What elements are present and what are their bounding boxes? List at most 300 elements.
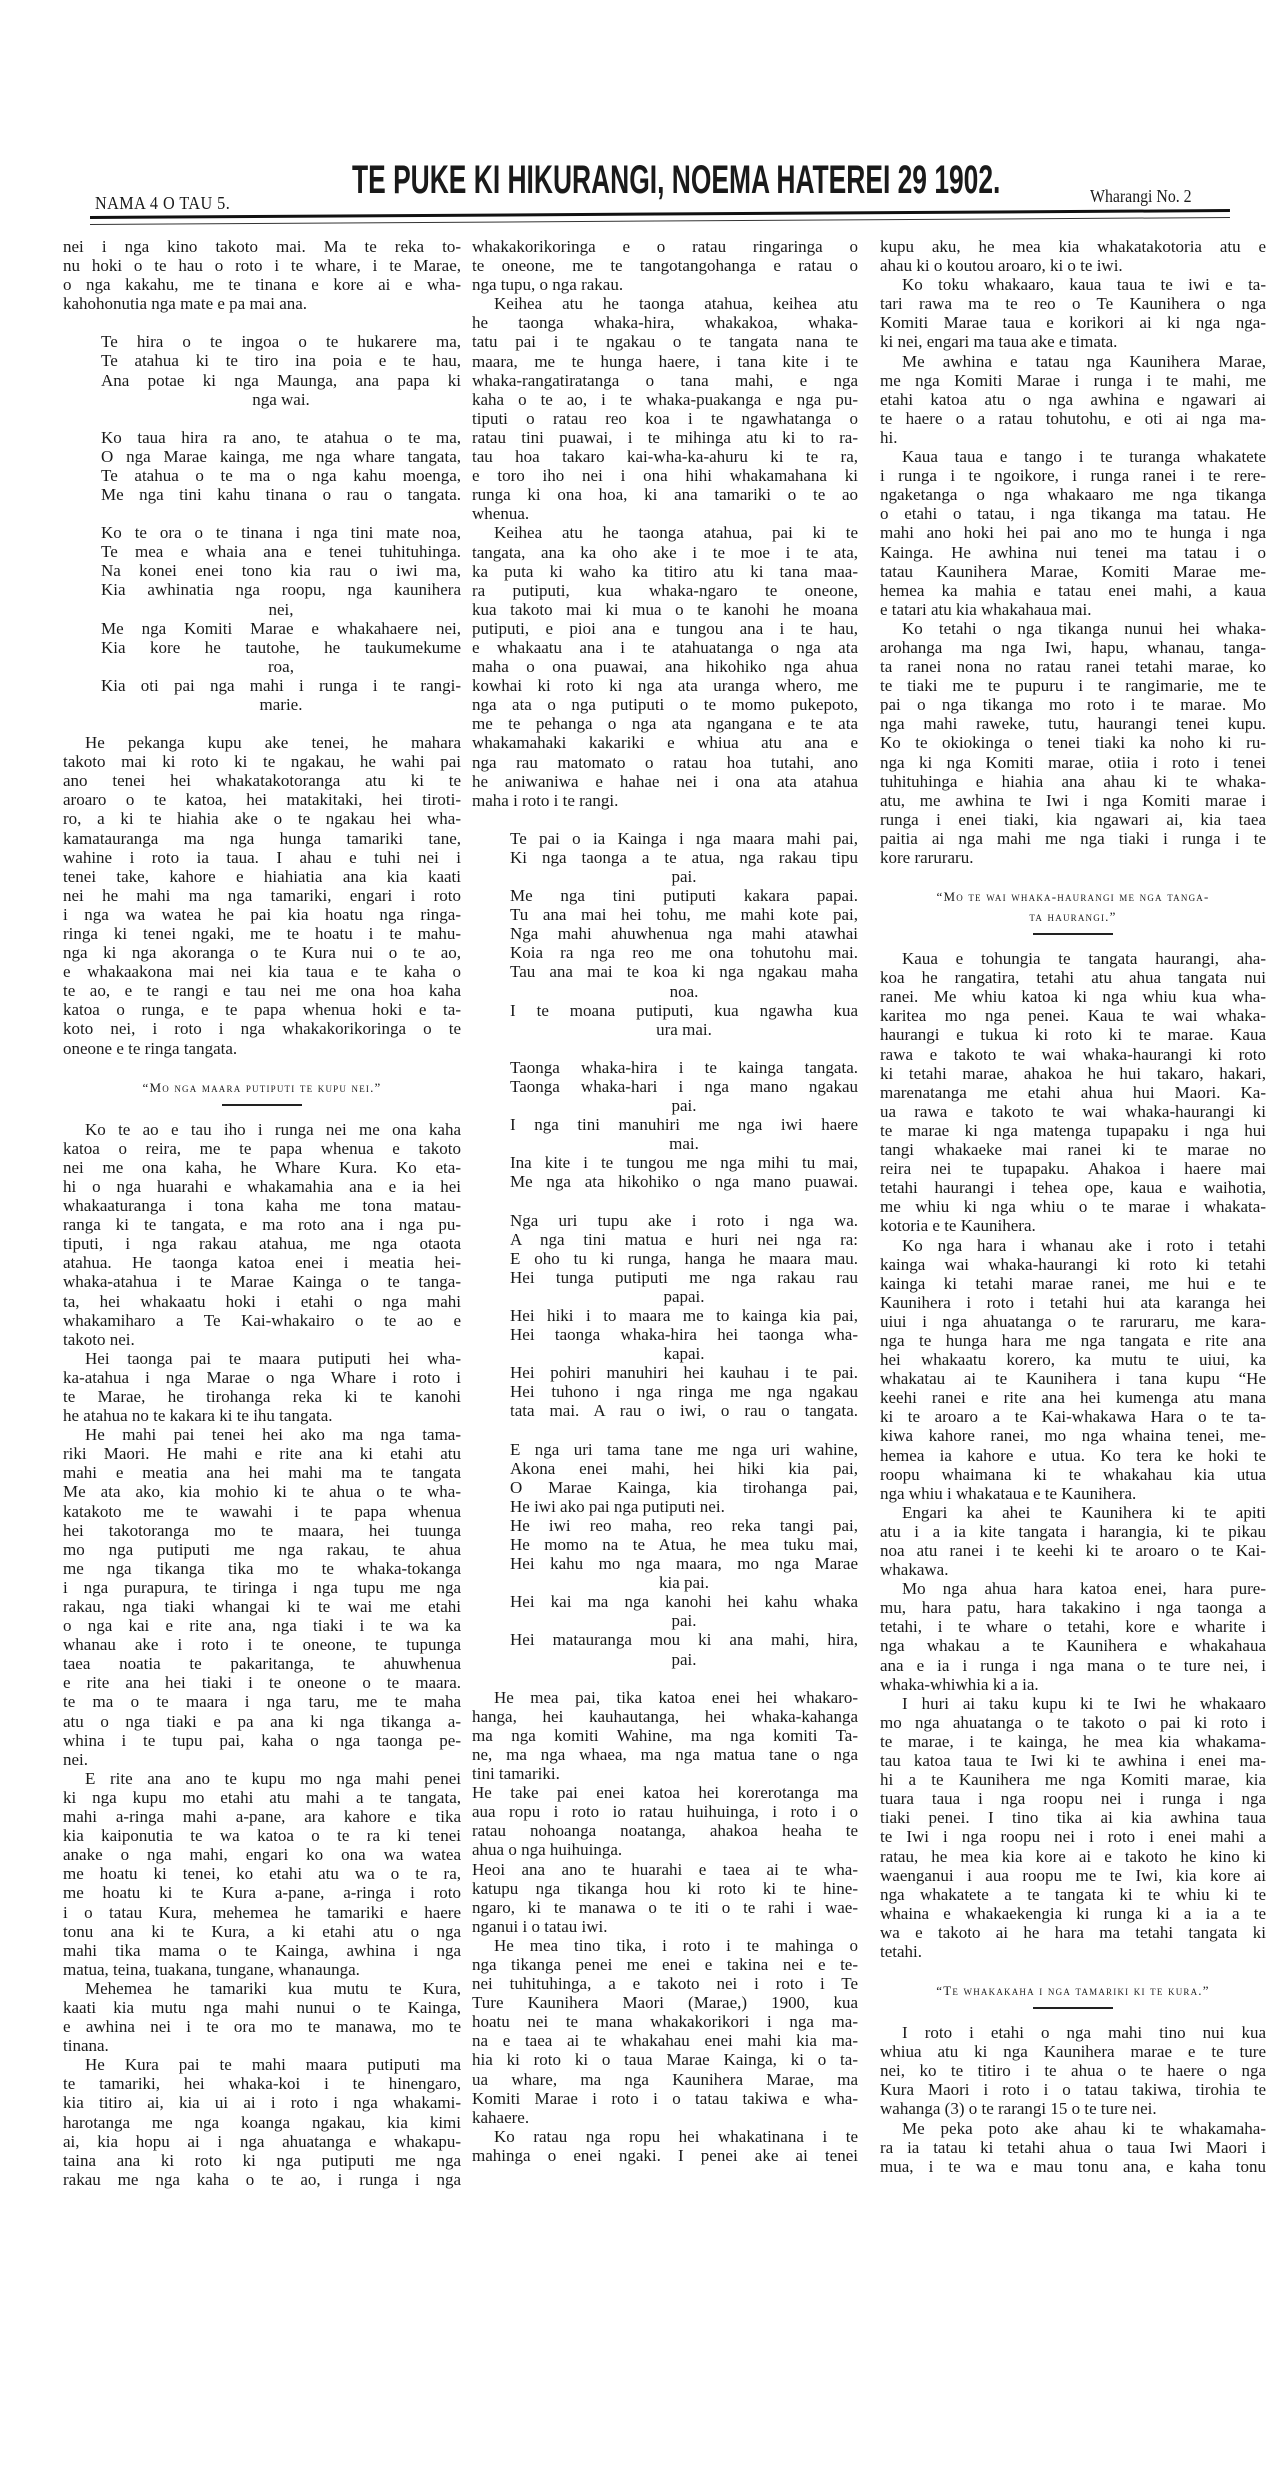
text-line: tonu ana ki te Kura, a ki etahi atu o nga <box>63 1921 461 1941</box>
text-line: Kainga. He awhina nui tenei ma tatau i o <box>880 542 1266 562</box>
text-line: He momo na te Atua, he mea tuku mai, <box>510 1535 858 1554</box>
text-line: ki nei, engari ma taua ake e timata. <box>880 332 1118 352</box>
text-line: nei i nga kino takoto mai. Ma te reka to- <box>63 237 461 256</box>
text-line: atu, me awhina te Iwi i nga Komiti marae i <box>880 790 1266 810</box>
section-heading <box>880 887 1266 927</box>
text-line: mu, hara patu, hara takakino i nga taonga a <box>880 1598 1266 1618</box>
text-line: whakaaturanga i tona kaha me tona matau- <box>63 1196 461 1216</box>
text-line: ratau nohoanga noatanga, ahakoa heaha te <box>472 1821 858 1841</box>
text-line: paitia ai nga mahi me nga tiaki i runga i te <box>880 828 1266 848</box>
text-line: hei whakaatu korero, ka mutu te uiui, ka <box>880 1350 1266 1370</box>
text-line: ki tetahi marae, ahakoa he hui takaro, hakari, <box>880 1063 1266 1083</box>
text-line: Kaunihera i roto i tetahi hui ata karanga hei <box>880 1292 1266 1312</box>
text-line: e rite ana hei tiaki i te oneone o te maara. <box>63 1673 461 1693</box>
text-line: ratau, he mea kia kore ai e takoto he kino ki <box>880 1846 1266 1866</box>
paragraph <box>880 949 1266 1235</box>
text-line: pai. <box>671 867 697 886</box>
text-line: hi a te Kaunihera me nga Komiti marae, kia <box>880 1770 1266 1790</box>
text-line: rakau, nga tiaki whangai ki te wai me etahi <box>63 1597 461 1616</box>
text-line: noa. <box>669 981 699 1001</box>
text-line: pai. <box>671 1096 697 1116</box>
text-line: Te hira o te ingoa o te hukarere ma, <box>101 332 461 352</box>
text-line: whakamiharo a Te Kai-whakairo o te ao e <box>63 1310 461 1330</box>
text-line: mua, i te wa e mau tonu ana, e kaha tonu <box>880 2156 1266 2176</box>
text-line: kiwa kahore ranei, mo nga whaina tenei, me- <box>880 1426 1266 1446</box>
text-line: nga tikanga penei me enei e takina nei e te- <box>472 1954 858 1974</box>
text-line: na e taea ai te whakahau enei mahi kia ma- <box>472 2031 858 2051</box>
text-line: o etahi o tatau, i nga tikanga ma tatau. He <box>880 504 1266 524</box>
text-line: te marae ki nga matenga tupapaku i nga hui <box>880 1120 1266 1140</box>
text-line: Na konei enei tono kia rau o iwi ma, <box>101 561 461 581</box>
text-line: He take pai enei katoa hei korerotanga ma <box>472 1783 858 1803</box>
text-line: nga whakau a te Kaunihera e whakahaua <box>880 1636 1266 1656</box>
text-line: mahinga o enei ngaki. I penei ake ai tenei <box>472 2145 858 2165</box>
paragraph <box>472 2127 858 2165</box>
text-line: mahi e meatia ana hei mahi ma te tangata <box>63 1463 461 1483</box>
text-line: Te pai o ia Kainga i nga maara mahi pai, <box>510 828 858 848</box>
text-line: E nga uri tama tane me nga uri wahine, <box>510 1439 858 1459</box>
text-line: ki nga kupu mo etahi atu mahi a te tangata, <box>63 1787 461 1807</box>
text-line: riki Maori. He mahi e rite ana ki etahi atu <box>63 1444 461 1464</box>
text-line: kowhai ki roto ki nga ata uranga whero, me <box>472 676 858 696</box>
text-line: hoatu nei te mana whakakorikori i nga ma- <box>472 2012 858 2032</box>
text-line: Hei taonga pai te maara putiputi hei wha- <box>85 1348 461 1368</box>
text-line: Me nga tini putiputi kakara papai. <box>510 886 858 906</box>
text-line: he atahua no te kakara ki te ihu tangata. <box>63 1406 333 1426</box>
text-line: Me peka poto ake ahau ki te whakamaha- <box>902 2118 1266 2138</box>
text-line: Ko ratau nga ropu hei whakatinana i te <box>494 2126 858 2146</box>
text-line: kotoria e te Kaunihera. <box>880 1216 1036 1236</box>
paragraph <box>63 1769 461 1979</box>
heading-divider <box>222 1104 302 1106</box>
text-line: kia kaiponutia te wa katoa o te ra ki tenei <box>63 1826 461 1846</box>
text-line: kia titiro ai, kia ui ai i roto i nga whakami- <box>63 2093 461 2113</box>
poem-stanza <box>472 1440 858 1669</box>
paragraph <box>880 2119 1266 2176</box>
text-line: maha i roto i te rangi. <box>472 790 619 810</box>
paragraph <box>63 1349 461 1425</box>
text-line: Me nga ata hikohiko o nga mano puawai. <box>510 1172 858 1192</box>
text-line: atu i a ia kite tangata i harangia, ki te pikau <box>880 1521 1266 1541</box>
text-line: Hei taonga whaka-hira hei taonga wha- <box>510 1325 858 1345</box>
text-line: Te atahua o te ma o nga kahu moenga, <box>101 465 461 485</box>
text-line: ra putiputi, kua whaka-ngaro te oneone, <box>472 580 858 600</box>
paragraph <box>472 237 858 294</box>
text-line: mo nga putiputi me nga rakau, te ahua <box>63 1539 461 1559</box>
poem-stanza <box>472 1058 858 1192</box>
text-line: ranei. Me whiu katoa ki nga whiu kua wha- <box>880 987 1266 1007</box>
text-line: e whakaakona mai nei kia taua e te kaha o <box>63 962 461 982</box>
text-line: ra ia tatau ki tetahi ahua o taua Iwi Maori i <box>880 2137 1266 2157</box>
text-line: kaha o te ao, i te whaka-puakanga e nga pu- <box>472 389 858 409</box>
text-line: katoa o runga, e te papa whenua hoki e ta- <box>63 1000 461 1020</box>
text-line: I nga tini manuhiri me nga iwi haere <box>510 1115 858 1135</box>
text-line: Kia awhinatia nga roopu, nga kaunihera <box>101 580 461 600</box>
text-line: nganui i o tatau iwi. <box>472 1916 608 1936</box>
text-line: Ko te ora o te tinana i nga tini mate noa, <box>101 523 461 543</box>
text-line: E oho tu ki runga, hanga he maara mau. <box>510 1248 858 1268</box>
text-line: nga ata o nga putiputi o te momo pukepoto, <box>472 695 858 715</box>
text-line: whakakorikoringa e o ratau ringaringa o <box>472 237 858 256</box>
text-line: roopu whaimana ki te whakahau kia utua <box>880 1464 1266 1484</box>
text-line: hia ki roto ki o taua Marae Kainga, ki o ta- <box>472 2050 858 2070</box>
text-line: ro, a ki te hiahia ake o te ngakau hei wha- <box>63 809 461 829</box>
text-line: runga i enei tiaki, kia ngawari ai, kia taea <box>880 809 1266 829</box>
text-line: whaka-atahua i te Marae Kainga o te tanga- <box>63 1272 461 1292</box>
text-line: Te atahua ki te tiro ina poia e te hau, <box>101 351 461 371</box>
text-line: Kia oti pai nga mahi i runga i te rangi- <box>101 675 461 695</box>
text-line: hei takotoranga mo te maara, hei tuunga <box>63 1520 461 1540</box>
text-line: tatau Kaunihera Marae, Komiti Marae me- <box>880 561 1266 581</box>
text-line: te tiaki me te pupuru i te rangimarie, me te <box>880 676 1266 696</box>
text-line: e toro iho nei i ona hihi whakamahana ki <box>472 466 858 486</box>
text-line: whiua atu ki nga Kaunihera marae e te ture <box>880 2042 1266 2062</box>
poem-stanza <box>472 1211 858 1421</box>
text-line: mahi ano hoki hei pai ano mo te hunga i nga <box>880 523 1266 543</box>
text-line: harotanga me nga koanga ngakau, kia kimi <box>63 2112 461 2132</box>
text-line: kainga wai whaka-haurangi ki roto ki tetahi <box>880 1254 1266 1274</box>
text-line: tinana. <box>63 2036 109 2056</box>
text-line: He mea pai, tika katoa enei hei whakaro- <box>494 1687 858 1707</box>
text-line: hanga, hei kauhautanga, hei whaka-kahanga <box>472 1706 858 1726</box>
text-line: katoa o reira, me te papa whenua e takoto <box>63 1138 461 1158</box>
text-line: Hei matauranga mou ki ana mahi, hira, <box>510 1630 858 1650</box>
column-1 <box>63 237 461 2189</box>
text-line: whanau ake i roto i te oneone, te tupunga <box>63 1635 461 1655</box>
text-line: Ko taua hira ra ano, te atahua o te ma, <box>101 427 461 447</box>
text-line: taina ana ki roto ki nga putiputi me nga <box>63 2150 461 2170</box>
text-line: Me awhina e tatau nga Kaunihera Marae, <box>902 351 1266 371</box>
text-line: ua rawa e takoto te wai whaka-haurangi ki <box>880 1101 1266 1121</box>
text-line: Heoi ana ano te huarahi e taea ai te wha- <box>472 1859 858 1879</box>
paragraph <box>880 447 1266 619</box>
text-line: Ana potae ki nga Maunga, ana papa ki <box>101 370 461 390</box>
text-line: o nga kai e rite ana, nga tiaki i te wa ka <box>63 1616 461 1636</box>
poem-stanza <box>63 428 461 504</box>
text-line: whina i te tupu pai, kaha o nga taonga pe- <box>63 1730 461 1750</box>
text-line: Me nga Komiti Marae e whakahaere nei, <box>101 618 461 638</box>
text-line: nei tuhituhinga, a e takoto nei i roto i Te <box>472 1974 858 1994</box>
text-line: te ao, e te rangi e tau nei me ona hoa kaha <box>63 981 461 1001</box>
text-line: he aniwaniwa e hahae nei i ona ata atahua <box>472 771 858 791</box>
text-line: He iwi reo maha, reo reka tangi pai, <box>510 1515 858 1535</box>
text-line: atu o nga tiaki e pa ana ki nga tikanga a- <box>63 1711 461 1731</box>
text-line: nga whakatete a te tangata ki te whiu ki te <box>880 1884 1266 1904</box>
text-line: whenua. <box>472 504 530 524</box>
text-line: nei, <box>268 599 294 619</box>
paragraph <box>880 275 1266 351</box>
text-line: te tamariki, hei whaka-koi i te hinengaro, <box>63 2074 461 2094</box>
text-line: ana e ia i runga i nga mana o te ture nei, i <box>880 1655 1266 1675</box>
text-line: i nga wa watea he pai kia hoatu nga ringa- <box>63 904 461 924</box>
text-line: Tu ana mai hei tohu, me mahi kote pai, <box>510 905 858 925</box>
text-line: tangi whakaeke mai ranei ki te marae no <box>880 1140 1266 1160</box>
text-line: Nga mahi ahuwhenua nga mahi atawhai <box>510 924 858 944</box>
poem-stanza <box>472 829 858 1039</box>
text-line: etahi katoa atu o nga awhina e ngawari ai <box>880 389 1266 409</box>
poem-stanza <box>63 332 461 408</box>
text-line: i o tatau Kura, mehemea he tamariki e haere <box>63 1902 461 1922</box>
text-line: rawa e takoto te wai whaka-haurangi ki roto <box>880 1044 1266 1064</box>
text-line: me hoatu ki tenei, ko etahi atu wa o te ra, <box>63 1864 461 1884</box>
text-line: nu hoki o te hau o roto i te whare, i te Marae, <box>63 256 461 276</box>
text-line: ki te aroaro a te Kai-whakawa Hara o te ta- <box>880 1407 1266 1427</box>
text-line: nga rau matomato o ratau hoa tutahi, ano <box>472 752 858 772</box>
text-line: nga ki nga akoranga o te Kura nui o te ao, <box>63 943 461 963</box>
text-line: tini tamariki. <box>472 1764 560 1784</box>
text-line: takoto nei. <box>63 1329 135 1349</box>
text-line: e tatari atu kia whakahaua mai. <box>880 599 1092 619</box>
text-line: Kura Maori i roto i o tatau takiwa, tirohia te <box>880 2080 1266 2100</box>
text-line: I roto i etahi o nga mahi tino nui kua <box>902 2023 1266 2043</box>
text-line: tatu pai i te ngakau o te tangata nana te <box>472 332 858 352</box>
text-line: waenganui i aua roopu me te Iwi, kia kore ai <box>880 1865 1266 1885</box>
text-line: Kaua taua e tango i te turanga whakatete <box>902 447 1266 467</box>
text-line: hi. <box>880 427 898 447</box>
text-line: i nga purapura, te tiringa i nga tupu me nga <box>63 1577 461 1597</box>
text-line: Ko nga hara i whanau ake i roto i tetahi <box>902 1235 1266 1255</box>
text-line: tuhituhinga e hiahia ana ahau ki te whaka- <box>880 771 1266 791</box>
text-line: Taonga whaka-hari i nga mano ngakau <box>510 1076 858 1096</box>
masthead-rule-thin <box>90 217 1230 225</box>
text-line: koto nei, i roto i nga whakakorikoringa o te <box>63 1019 461 1039</box>
text-line: He mahi pai tenei hei ako ma nga tama- <box>85 1425 461 1445</box>
text-line: Hei tunga putiputi me nga rakau rau <box>510 1267 858 1287</box>
text-line: ratau tini puawai, i te mihinga atu ki to ra- <box>472 427 858 447</box>
text-line: whaka-rangatiratanga o tana mahi, e nga <box>472 370 858 390</box>
text-line: tetahi, i te whare o tetahi, kore e wharite i <box>880 1617 1266 1637</box>
text-line: ahau ki o koutou aroaro, ki o te iwi. <box>880 256 1123 276</box>
text-line: te oneone, me te tangotangohanga e ratau o <box>472 256 858 276</box>
text-line: ma nga komiti Wahine, ma nga komiti Ta- <box>472 1725 858 1745</box>
text-line: nga ki nga Komiti marae, otiia i roto i tenei <box>880 752 1266 772</box>
paragraph <box>880 1503 1266 1579</box>
text-line: tuara taua i nga roopu nei i runga i nga <box>880 1789 1266 1809</box>
paragraph <box>880 1236 1266 1503</box>
paragraph <box>880 2023 1266 2118</box>
text-line: Koia ra nga reo me ona tohutohu mai. <box>510 943 858 963</box>
text-line: anake o nga mahi, engari ko ona wa watea <box>63 1845 461 1865</box>
text-line: Keihea atu he taonga atahua, pai ki te <box>494 523 858 543</box>
paragraph <box>880 352 1266 447</box>
text-line: maha o ona puawai, ana hikohiko nga ahua <box>472 657 858 677</box>
text-line: whakawa. <box>880 1560 949 1580</box>
text-line: ta, hei whakaatu hoki i etahi o nga mahi <box>63 1291 461 1311</box>
text-line: tetahi. <box>880 1941 923 1961</box>
text-line: Nga uri tupu ake i roto i nga wa. <box>510 1210 858 1230</box>
newspaper-title: TE PUKE KI HIKURANGI, NOEMA HATEREI 29 1902. <box>352 158 1001 202</box>
text-line: I te moana putiputi, kua ngawha kua <box>510 1000 858 1020</box>
text-line: Hei tuhono i nga ringa me nga ngakau <box>510 1382 858 1402</box>
text-line: Komiti Marae taua e korikori ai ki nga nga- <box>880 313 1266 333</box>
text-line: I huri ai taku kupu ki te Iwi he whakaaro <box>902 1693 1266 1713</box>
text-line: te marae, i te kainga, he mea kia whakama- <box>880 1731 1266 1751</box>
text-line: arohanga ma nga Iwi, hapu, whanau, tanga- <box>880 637 1266 657</box>
text-line: o nga kakahu, me te tinana e kore ai e wha- <box>63 275 461 295</box>
text-line: e awhina nei i te ora mo te manawa, mo te <box>63 2017 461 2037</box>
text-line: runga ki ona hoa, ki ana tamariki o te ao <box>472 485 858 505</box>
text-line: hemea ka mahia e tatau enei mahi, a kaua <box>880 580 1266 600</box>
heading-divider <box>1033 2007 1113 2009</box>
text-line: tiputi, i nga rakau atahua, me nga otaota <box>63 1234 461 1254</box>
text-line: takoto mai ki roto ki te ngakau, he wahi pai <box>63 752 461 772</box>
text-line: me te pehanga o nga ata ngangana e te ata <box>472 714 858 734</box>
text-line: Ture Kaunihera Maori (Marae,) 1900, kua <box>472 1993 858 2013</box>
text-line: ngaketanga o nga whakaaro me nga tikanga <box>880 485 1266 505</box>
text-line: e whakaatu ana i te atahuatanga o nga ata <box>472 637 858 657</box>
text-line: Ko te okiokinga o tenei tiaki ka noho ki ru- <box>880 733 1266 753</box>
text-line: kupu aku, he mea kia whakatakotoria atu e <box>880 237 1266 256</box>
text-line: Ina kite i te tungou me nga mihi tu mai, <box>510 1153 858 1173</box>
text-line: Akona enei mahi, hei hiki kia pai, <box>510 1458 858 1478</box>
text-line: papai. <box>663 1286 705 1306</box>
text-line: hi o nga huarahi e whakamahia ana e ia hei <box>63 1176 461 1196</box>
text-line: Engari ka ahei te Kaunihera ki te apiti <box>902 1502 1266 1522</box>
text-line: i runga i te ngoikore, i runga ranei i te rere- <box>880 466 1266 486</box>
text-line: kua takoto mai ki mua o te kanohi he moana <box>472 599 858 619</box>
paragraph <box>63 1120 461 1349</box>
text-line: He iwi ako pai nga putiputi nei. <box>510 1496 725 1516</box>
text-line: Komiti Marae i roto i o tatau takiwa e wha- <box>472 2088 858 2108</box>
text-line: noa atu ranei i te keehi ki te aroaro o te Kai- <box>880 1541 1266 1560</box>
text-line: E rite ana ano te kupu mo nga mahi penei <box>85 1768 461 1788</box>
text-line: Mehemea he tamariki kua mutu te Kura, <box>85 1978 461 1998</box>
text-line: Me ata ako, kia mohio ki te ahua o te wha- <box>63 1482 461 1502</box>
text-line: haurangi e tukua ki roto ki te marae. Kaua <box>880 1025 1266 1045</box>
paragraph <box>472 523 858 809</box>
text-line: ai, kia hopu ai i nga ahuatanga e whakapu- <box>63 2131 461 2151</box>
text-line: mai. <box>669 1134 699 1154</box>
text-line: kahohonutia nga mate e pa mai ana. <box>63 294 308 314</box>
text-line: ta ranei nona no ratau ranei tetahi marae, ko <box>880 657 1266 677</box>
text-line: wahine i roto ia taua. I ahau e tuhi nei i <box>63 847 461 867</box>
text-line: nga whiu i whakataua e te Kaunihera. <box>880 1483 1137 1503</box>
text-line: aroaro o te katoa, hei matakitaki, hei tiroti- <box>63 790 461 810</box>
text-line: Kaua e tohungia te tangata haurangi, aha- <box>902 949 1266 969</box>
text-line: Hei pohiri manuhiri hei kauhau i te pai. <box>510 1363 858 1383</box>
text-line: ranga ki te tangata, e ma roto ana i nga pu- <box>63 1215 461 1235</box>
issue-number: NAMA 4 O TAU 5. <box>95 193 231 213</box>
text-line: Ko toku whakaaro, kaua taua te iwi e ta- <box>902 275 1266 295</box>
text-line: aua ropu i roto io ratau huihuinga, i roto i o <box>472 1802 858 1822</box>
text-line: katupu nga tikanga hou ki roto ki te hine- <box>472 1878 858 1898</box>
text-line: Hei kahu mo nga maara, mo nga Marae <box>510 1554 858 1574</box>
text-line: nei he mahi ma nga tamariki, engari i roto <box>63 885 461 905</box>
text-line: uiui i nga ahuatanga o te raruraru, me kara- <box>880 1311 1266 1331</box>
text-line: ringa ki tenei ngaki, me te hoatu i te mahu- <box>63 924 461 943</box>
text-line: taea noatia te pakaritanga, te ahuwhenua <box>63 1654 461 1674</box>
paragraph <box>472 1860 858 1936</box>
text-line: nga te hunga hara me nga tangata e rite ana <box>880 1330 1266 1350</box>
text-line: kahaere. <box>472 2107 530 2127</box>
text-line: ura mai. <box>656 1019 712 1039</box>
text-line: He pekanga kupu ake tenei, he mahara <box>85 733 461 753</box>
text-line: marenatanga me etahi ahua hui Maori. Ka- <box>880 1082 1266 1102</box>
text-line: hemea ia kahore e utua. Ko tera ke hoki te <box>880 1445 1266 1465</box>
text-line: mahi tika mama o te Kainga, awhina i nga <box>63 1940 461 1960</box>
text-line: nga wai. <box>252 389 310 409</box>
text-line: Hei hiki i to maara me to kainga kia pai, <box>510 1305 858 1325</box>
paragraph <box>472 1688 858 1783</box>
text-line: me nga tikanga tika mo te whaka-tokanga <box>63 1558 461 1578</box>
text-line: ano tenei hei whakatakotoranga atu ki te <box>63 771 461 791</box>
text-line: putiputi, e pioi ana e tungou ana i te hau, <box>472 618 858 638</box>
text-line: pai o nga tikanga mo roto i te marae. Mo <box>880 695 1266 715</box>
text-line: Ko tetahi o nga tikanga nunui hei whaka- <box>902 618 1266 638</box>
masthead <box>0 150 1280 240</box>
text-line: me nga Komiti Marae i runga i te mahi, me <box>880 370 1266 390</box>
text-line: pai. <box>671 1611 697 1631</box>
text-line: whakamahaki kakariki e whiua atu ana e <box>472 733 858 753</box>
text-line: ka-atahua i nga Marae o nga Whare i roto i <box>63 1367 461 1387</box>
text-line: kore raruraru. <box>880 848 974 867</box>
text-line: nei me ona kaha, he Whare Kura. Ko eta- <box>63 1157 461 1177</box>
paragraph <box>880 237 1266 275</box>
text-line: ua whare, ma nga Kaunihera Marae, ma <box>472 2069 858 2089</box>
text-line: Tau ana mai te koa ki nga ngakau maha <box>510 962 858 982</box>
text-line: O Marae Kainga, kia tirohanga pai, <box>510 1477 858 1497</box>
text-line: ka puta ki waho ka titiro atu ki tana maa- <box>472 561 858 581</box>
text-line: kapai. <box>663 1344 705 1364</box>
paragraph <box>63 237 461 313</box>
text-line: Ko te ao e tau iho i runga nei me ona kaha <box>85 1119 461 1139</box>
text-line: kia pai. <box>658 1573 710 1593</box>
text-line: ngaro, ki te manawa o te iti o te rahi i wae- <box>472 1897 858 1917</box>
text-line: te Marae, he tirohanga reka ki te kanohi <box>63 1386 461 1406</box>
text-line: rakau me nga kaha o te ao, i runga i nga <box>63 2169 461 2189</box>
text-line: tata mai. A rau o iwi, o rau o tangata. <box>510 1401 858 1421</box>
text-line: kainga ki tetahi marae ranei, me hui e te <box>880 1273 1266 1293</box>
text-line: whaina e whakaekengia ki runga ki a ia a te <box>880 1903 1266 1923</box>
text-line: tau hoa takaro kai-wha-ka-ahuru ki te ra, <box>472 447 858 467</box>
paragraph <box>63 2055 461 2189</box>
text-line: kamatauranga ma nga hunga tamariki tane, <box>63 828 461 848</box>
text-line: tiputi o ratau reo koa i te ngawhatanga o <box>472 408 858 428</box>
paragraph <box>472 1783 858 1859</box>
section-heading <box>63 1078 461 1098</box>
text-line: “Mo nga maara putiputi te kupu nei.” <box>142 1079 382 1095</box>
text-line: katakoto me te wawahi i te papa whenua <box>63 1501 461 1521</box>
text-line: atahua. He taonga katoa enei i meatia hei- <box>63 1253 461 1273</box>
text-line: nga mahi raweke, tutu, haurangi tenei kupu. <box>880 714 1266 734</box>
text-line: nga tupu, o nga rakau. <box>472 275 624 295</box>
text-line: O nga Marae kainga, me nga whare tangata, <box>101 446 461 466</box>
paragraph <box>880 619 1266 867</box>
text-line: wahanga (3) o te rarangi 15 o te ture nei. <box>880 2099 1157 2119</box>
text-line: Hei kai ma nga kanohi hei kahu whaka <box>510 1592 858 1612</box>
text-line: He mea tino tika, i roto i te mahinga o <box>494 1935 858 1955</box>
text-line: te Iwi i nga roopu nei i roto i enei mahi a <box>880 1827 1266 1847</box>
text-line: tau katoa taua te Iwi ki te awhina i enei ma- <box>880 1751 1266 1771</box>
text-line: ahua o nga huihuinga. <box>472 1840 623 1860</box>
paragraph <box>63 1979 461 2055</box>
text-line: reira nei te tupapaku. Ahakoa i haere mai <box>880 1159 1266 1179</box>
text-line: tari rawa ma te reo o Te Kaunihera o nga <box>880 294 1266 314</box>
text-line: Ki nga taonga a te atua, nga rakau tipu <box>510 847 858 867</box>
text-line: Keihea atu he taonga atahua, keihea atu <box>494 294 858 314</box>
poem-stanza <box>63 523 461 714</box>
text-line: keehi ranei e rite ana hei kumenga atu mana <box>880 1388 1266 1408</box>
text-line: oneone e te ringa tangata. <box>63 1038 238 1058</box>
text-line: pai. <box>671 1649 697 1669</box>
text-line: roa, <box>268 656 294 676</box>
text-line: matua, teina, tuakana, tungane, whanaunga. <box>63 1959 360 1979</box>
text-line: Me nga tini kahu tinana o rau o tangata. <box>101 485 461 505</box>
paragraph <box>63 733 461 1058</box>
paragraph <box>472 1936 858 2127</box>
text-line: koa he rangatira, tetahi atu ahua tangata nui <box>880 968 1266 988</box>
text-line: me hoatu ki te Kura a-pane, a-ringa i roto <box>63 1883 461 1903</box>
